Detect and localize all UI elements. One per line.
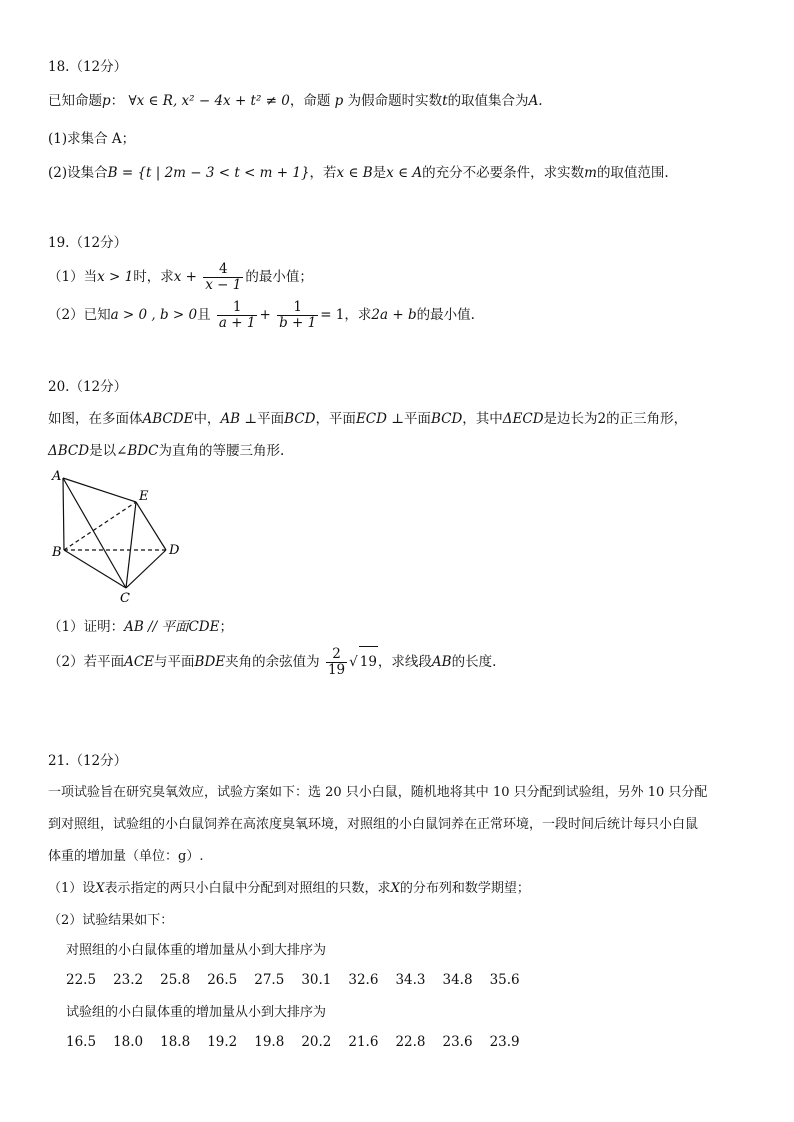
edge-AC bbox=[63, 478, 126, 588]
edge-CD bbox=[126, 550, 166, 588]
q20-line1: 如图，在多面体ABCDE中，AB ⊥平面BCD，平面ECD ⊥平面BCD，其中ΔECD是边长为2的正三角形， bbox=[48, 411, 688, 427]
q21-part1: （1）设X表示指定的两只小白鼠中分配到对照组的只数，求X的分布列和数学期望； bbox=[48, 881, 530, 896]
edge-AB bbox=[63, 478, 64, 550]
test-value: 19.2 bbox=[207, 1034, 238, 1050]
test-value: 23.6 bbox=[442, 1034, 473, 1050]
control-group-values bbox=[66, 972, 537, 988]
vertex-label-C: C bbox=[120, 591, 130, 606]
q21-line2: 到对照组，试验组的小白鼠饲养在高浓度臭氧环境，对照组的小白鼠饲养在正常环境，一段时间后统计每只小白鼠 bbox=[48, 817, 699, 832]
q18-part2: (2)设集合B = {t | 2m − 3 < t < m + 1}，若x ∈ B是x ∈ A的充分不必要条件，求实数m的取值范围. bbox=[48, 165, 669, 181]
control-value: 27.5 bbox=[254, 972, 285, 988]
test-value: 21.6 bbox=[348, 1034, 379, 1050]
test-value: 18.0 bbox=[113, 1034, 144, 1050]
edge-BC bbox=[64, 550, 126, 588]
q19-part2: （2）已知a > 0 , b > 0且 $\frac{1}{a + 1}$ + $\frac{1}{b + 1}$ = 1，求2a + b的最小值. bbox=[48, 299, 475, 331]
test-value: 18.8 bbox=[160, 1034, 191, 1050]
vertex-label-E: E bbox=[139, 489, 149, 504]
control-value: 30.1 bbox=[301, 972, 332, 988]
q18-part1: (1)求集合 A； bbox=[48, 131, 136, 147]
control-value: 26.5 bbox=[207, 972, 238, 988]
control-value: 35.6 bbox=[489, 972, 520, 988]
q21-part2: （2）试验结果如下： bbox=[48, 913, 174, 928]
q20-part2: （2）若平面ACE与平面BDE夹角的余弦值为 $\frac{2}{19}$ √ 19，求线段AB的长度. bbox=[48, 646, 497, 678]
edge-CE bbox=[126, 502, 136, 588]
q19-header: 19.（12分） bbox=[48, 235, 128, 251]
control-value: 32.6 bbox=[348, 972, 379, 988]
q21-line1: 一项试验旨在研究臭氧效应，试验方案如下：选 20 只小白鼠，随机地将其中 10 只分配到试验组，另外 10 只分配 bbox=[48, 785, 708, 800]
q19-fraction: $\frac{4}{x - 1}$ bbox=[205, 261, 242, 293]
control-value: 25.8 bbox=[160, 972, 191, 988]
test-group-label: 试验组的小白鼠体重的增加量从小到大排序为 bbox=[66, 1005, 327, 1020]
control-group-label: 对照组的小白鼠体重的增加量从小到大排序为 bbox=[66, 943, 327, 958]
control-value: 23.2 bbox=[113, 972, 144, 988]
control-value: 34.3 bbox=[395, 972, 426, 988]
polyhedron-figure bbox=[48, 468, 188, 608]
q18-formula: ∀x ∈ R, x² − 4x + t² ≠ 0 bbox=[128, 93, 290, 109]
control-value: 34.8 bbox=[442, 972, 473, 988]
test-value: 19.8 bbox=[254, 1034, 285, 1050]
q18-statement: 已知命题p： ∀x ∈ R, x² − 4x + t² ≠ 0，命题 p 为假命题时实数t的取值集合为A. bbox=[48, 93, 543, 109]
edge-ED bbox=[136, 502, 166, 550]
q20-part1: （1）证明：AB // 平面CDE； bbox=[48, 619, 233, 635]
test-value: 23.9 bbox=[489, 1034, 520, 1050]
edge-AE bbox=[63, 478, 136, 502]
vertex-label-A: A bbox=[52, 469, 62, 484]
test-value: 20.2 bbox=[301, 1034, 332, 1050]
vertex-label-D: D bbox=[169, 543, 180, 558]
q20-line2: ΔBCD是以∠BDC为直角的等腰三角形. bbox=[48, 443, 285, 459]
test-value: 22.8 bbox=[395, 1034, 426, 1050]
q18-header: 18.（12分） bbox=[48, 59, 128, 75]
control-value: 22.5 bbox=[66, 972, 97, 988]
q21-header: 21.（12分） bbox=[48, 753, 128, 769]
q20-header: 20.（12分） bbox=[48, 379, 128, 395]
test-value: 16.5 bbox=[66, 1034, 97, 1050]
vertex-label-B: B bbox=[52, 545, 62, 560]
q19-part1: （1）当x > 1时，求x + $\frac{4}{x - 1}$ 的最小值； bbox=[48, 261, 313, 293]
q21-line3: 体重的增加量（单位：g）. bbox=[48, 849, 204, 864]
test-group-values bbox=[66, 1034, 537, 1050]
